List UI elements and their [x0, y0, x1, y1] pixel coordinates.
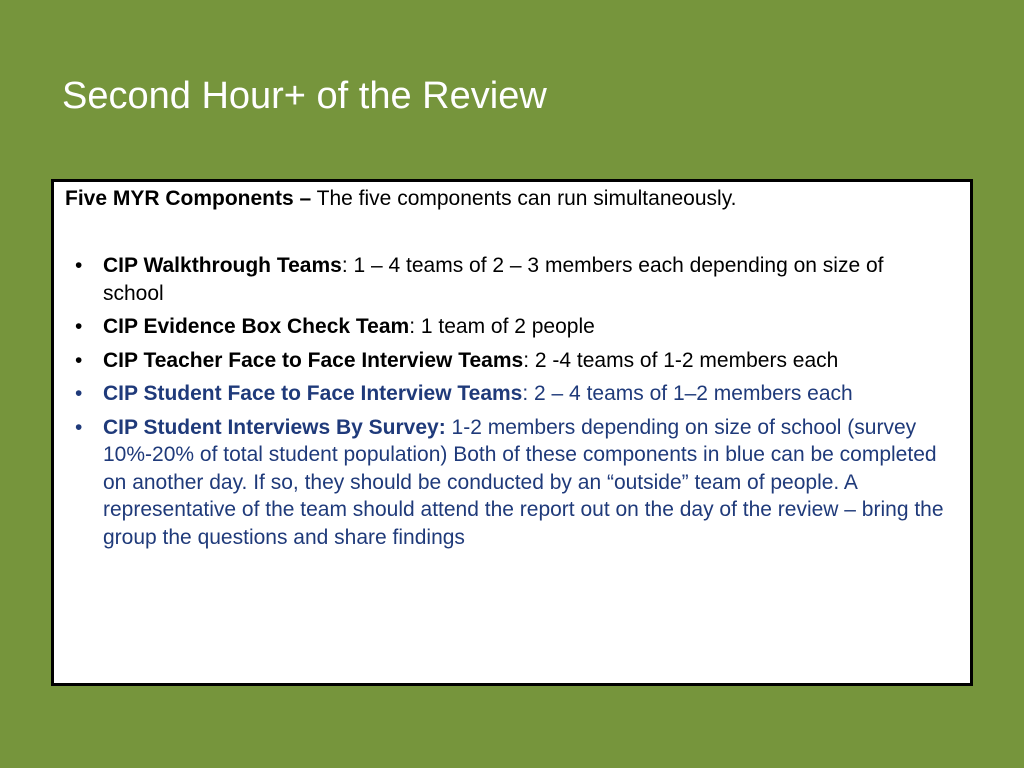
item-bold-label: CIP Student Face to Face Interview Teams — [103, 382, 523, 405]
bullet-icon: • — [75, 415, 83, 439]
list-item — [54, 414, 970, 552]
list-item — [54, 313, 970, 341]
item-text: : 2 -4 teams of 1-2 members each — [523, 348, 839, 372]
intro-bold-label: Five MYR Components – — [65, 187, 312, 210]
item-bold-label: CIP Evidence Box Check Team — [103, 315, 410, 338]
bullet-icon: • — [75, 254, 83, 277]
bullet-icon: • — [75, 348, 83, 372]
content-box — [51, 179, 973, 686]
item-text: 1-2 members depending on size of school (survey 10%-20% of total student population) Both of these components in blue can be completed on another day. If so, they should be conducted by an “outside” team of people. A representative of the team should attend the report out on the day of the review – bring the group the questions and share findings — [103, 415, 944, 549]
intro-text: The five components can run simultaneously. — [311, 187, 737, 210]
intro-line — [65, 184, 736, 214]
item-bold-label: CIP Walkthrough Teams — [103, 254, 342, 277]
bullet-icon: • — [75, 382, 83, 405]
component-list — [54, 252, 970, 557]
item-bold-label: CIP Student Interviews By Survey: — [103, 415, 446, 439]
list-item — [54, 380, 970, 408]
list-item — [54, 252, 970, 307]
item-text: : 1 team of 2 people — [409, 315, 595, 338]
item-text: : 1 – 4 teams of 2 – 3 members each depending on size of school — [103, 254, 884, 305]
slide-title: Second Hour+ of the Review — [62, 75, 547, 117]
bullet-icon: • — [75, 315, 83, 338]
item-text: : 2 – 4 teams of 1–2 members each — [522, 382, 853, 405]
list-item — [54, 347, 970, 375]
item-bold-label: CIP Teacher Face to Face Interview Teams — [103, 348, 524, 372]
